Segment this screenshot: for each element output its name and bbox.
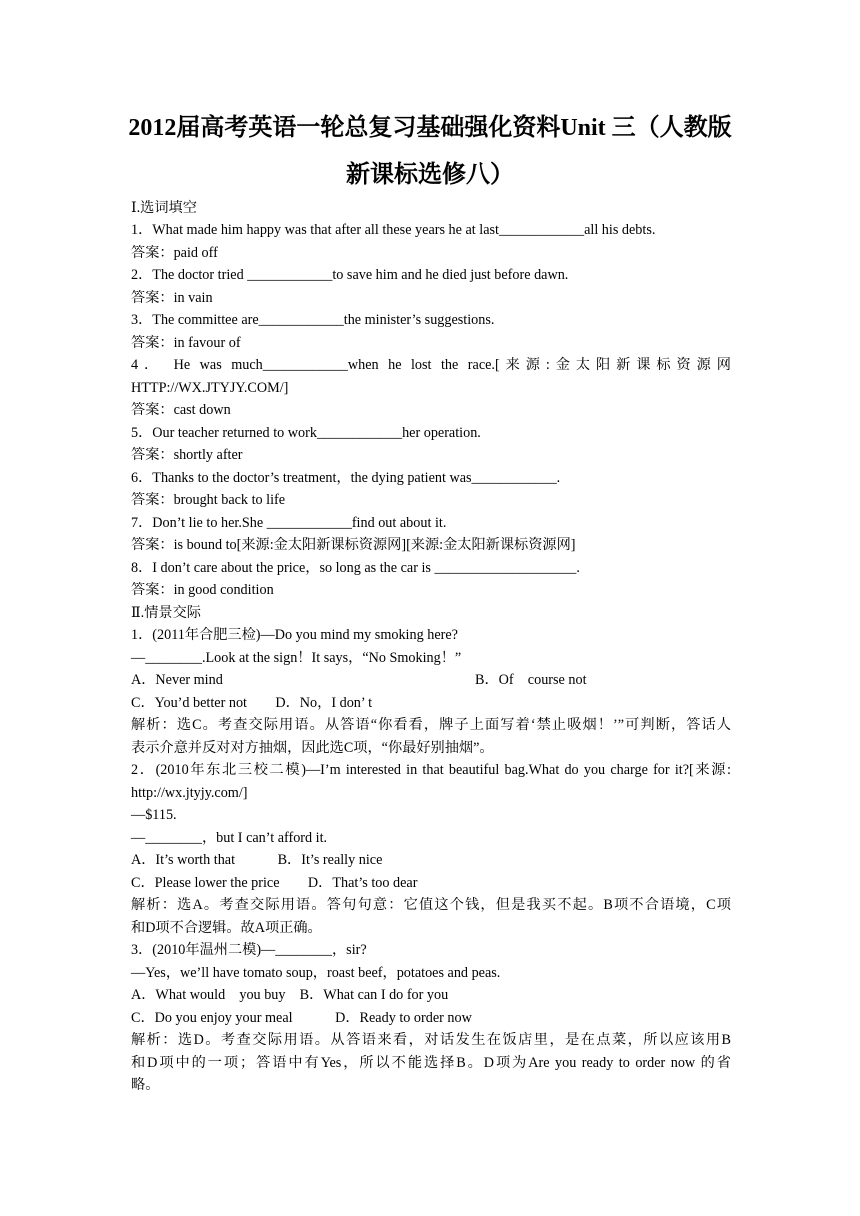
- answer-4: 答案：cast down: [131, 402, 231, 418]
- dialogue-1-explanation: 解析：选C。考查交际用语。从答语“你看看，牌子上面写着‘禁止吸烟！’”可判断，答话人: [131, 717, 731, 733]
- option-b: B．Of course not: [475, 672, 587, 688]
- dialogue-1-reply: —________.Look at the sign！It says，“No Smoking！”: [131, 650, 462, 666]
- dialogue-3-explanation-cont: 和D项中的一项；答语中有Yes，所以不能选择B。D项为Are you ready to order now 的省: [131, 1055, 731, 1071]
- dialogue-1-question: 1．(2011年合肥三检)—Do you mind my smoking here?: [131, 627, 458, 643]
- question-3: 3．The committee are____________the minister’s suggestions.: [131, 312, 495, 328]
- dialogue-2-options-cd: C．Please lower the price D．That’s too dear: [131, 875, 418, 891]
- dialogue-1-explanation-cont: 表示介意并反对对方抽烟，因此选C项，“你最好别抽烟”。: [131, 740, 494, 756]
- dialogue-2-reply: —$115.: [131, 807, 177, 823]
- answer-8: 答案：in good condition: [131, 582, 274, 598]
- dialogue-2-response: —________，but I can’t afford it.: [131, 830, 328, 846]
- dialogue-2-source: http://wx.jtyjy.com/]: [131, 785, 248, 801]
- dialogue-3-options-ab: A．What would you buy B．What can I do for you: [131, 987, 449, 1003]
- question-7: 7．Don’t lie to her.She ____________find out about it.: [131, 515, 447, 531]
- document-title-line-1: 2012届高考英语一轮总复习基础强化资料Unit 三（人教版: [128, 115, 732, 141]
- question-4: 4． He was much____________when he lost the race.[来源:金太阳新课标资源网: [131, 357, 731, 373]
- answer-1: 答案：paid off: [131, 245, 218, 261]
- question-2: 2．The doctor tried ____________to save him and he died just before dawn.: [131, 267, 569, 283]
- answer-6: 答案：brought back to life: [131, 492, 286, 508]
- answer-2: 答案：in vain: [131, 290, 213, 306]
- question-5: 5．Our teacher returned to work____________her operation.: [131, 425, 481, 441]
- option-a: A．Never mind: [131, 672, 223, 688]
- dialogue-3-explanation-end: 略。: [131, 1077, 160, 1093]
- section-heading-dialogue: Ⅱ.情景交际: [131, 605, 201, 621]
- question-6: 6．Thanks to the doctor’s treatment，the dying patient was____________.: [131, 470, 561, 486]
- dialogue-2-explanation-cont: 和D项不合逻辑。故A项正确。: [131, 920, 322, 936]
- dialogue-2-question: 2．(2010年东北三校二模)—I’m interested in that beautiful bag.What do you charge for it?[来源:: [131, 762, 731, 778]
- dialogue-1-options-cd: C．You’d better not D．No，I don’ t: [131, 695, 373, 711]
- dialogue-2-explanation: 解析：选A。考查交际用语。答句句意：它值这个钱，但是我买不起。B项不合语境，C项: [131, 897, 731, 913]
- dialogue-2-options-ab: A．It’s worth that B．It’s really nice: [131, 852, 383, 868]
- dialogue-3-explanation: 解析：选D。考查交际用语。从答语来看，对话发生在饭店里，是在点菜，所以应该用B: [131, 1032, 731, 1048]
- question-1: 1．What made him happy was that after all these years he at last____________all his debts.: [131, 222, 656, 238]
- question-4-source: HTTP://WX.JTYJY.COM/]: [131, 380, 289, 396]
- answer-5: 答案：shortly after: [131, 447, 243, 463]
- dialogue-1-options-ab: [131, 669, 731, 691]
- dialogue-3-reply: —Yes，we’ll have tomato soup，roast beef，potatoes and peas.: [131, 965, 501, 981]
- section-heading-vocabulary: Ⅰ.选词填空: [131, 200, 197, 216]
- answer-3: 答案：in favour of: [131, 335, 241, 351]
- answer-7: 答案：is bound to[来源:金太阳新课标资源网][来源:金太阳新课标资源网]: [131, 537, 576, 553]
- question-8: 8．I don’t care about the price，so long as the car is ____________________.: [131, 560, 580, 576]
- dialogue-3-question: 3．(2010年温州二模)—________，sir?: [131, 942, 367, 958]
- dialogue-3-options-cd: C．Do you enjoy your meal D．Ready to order now: [131, 1010, 472, 1026]
- document-title-line-2: 新课标选修八）: [346, 162, 514, 188]
